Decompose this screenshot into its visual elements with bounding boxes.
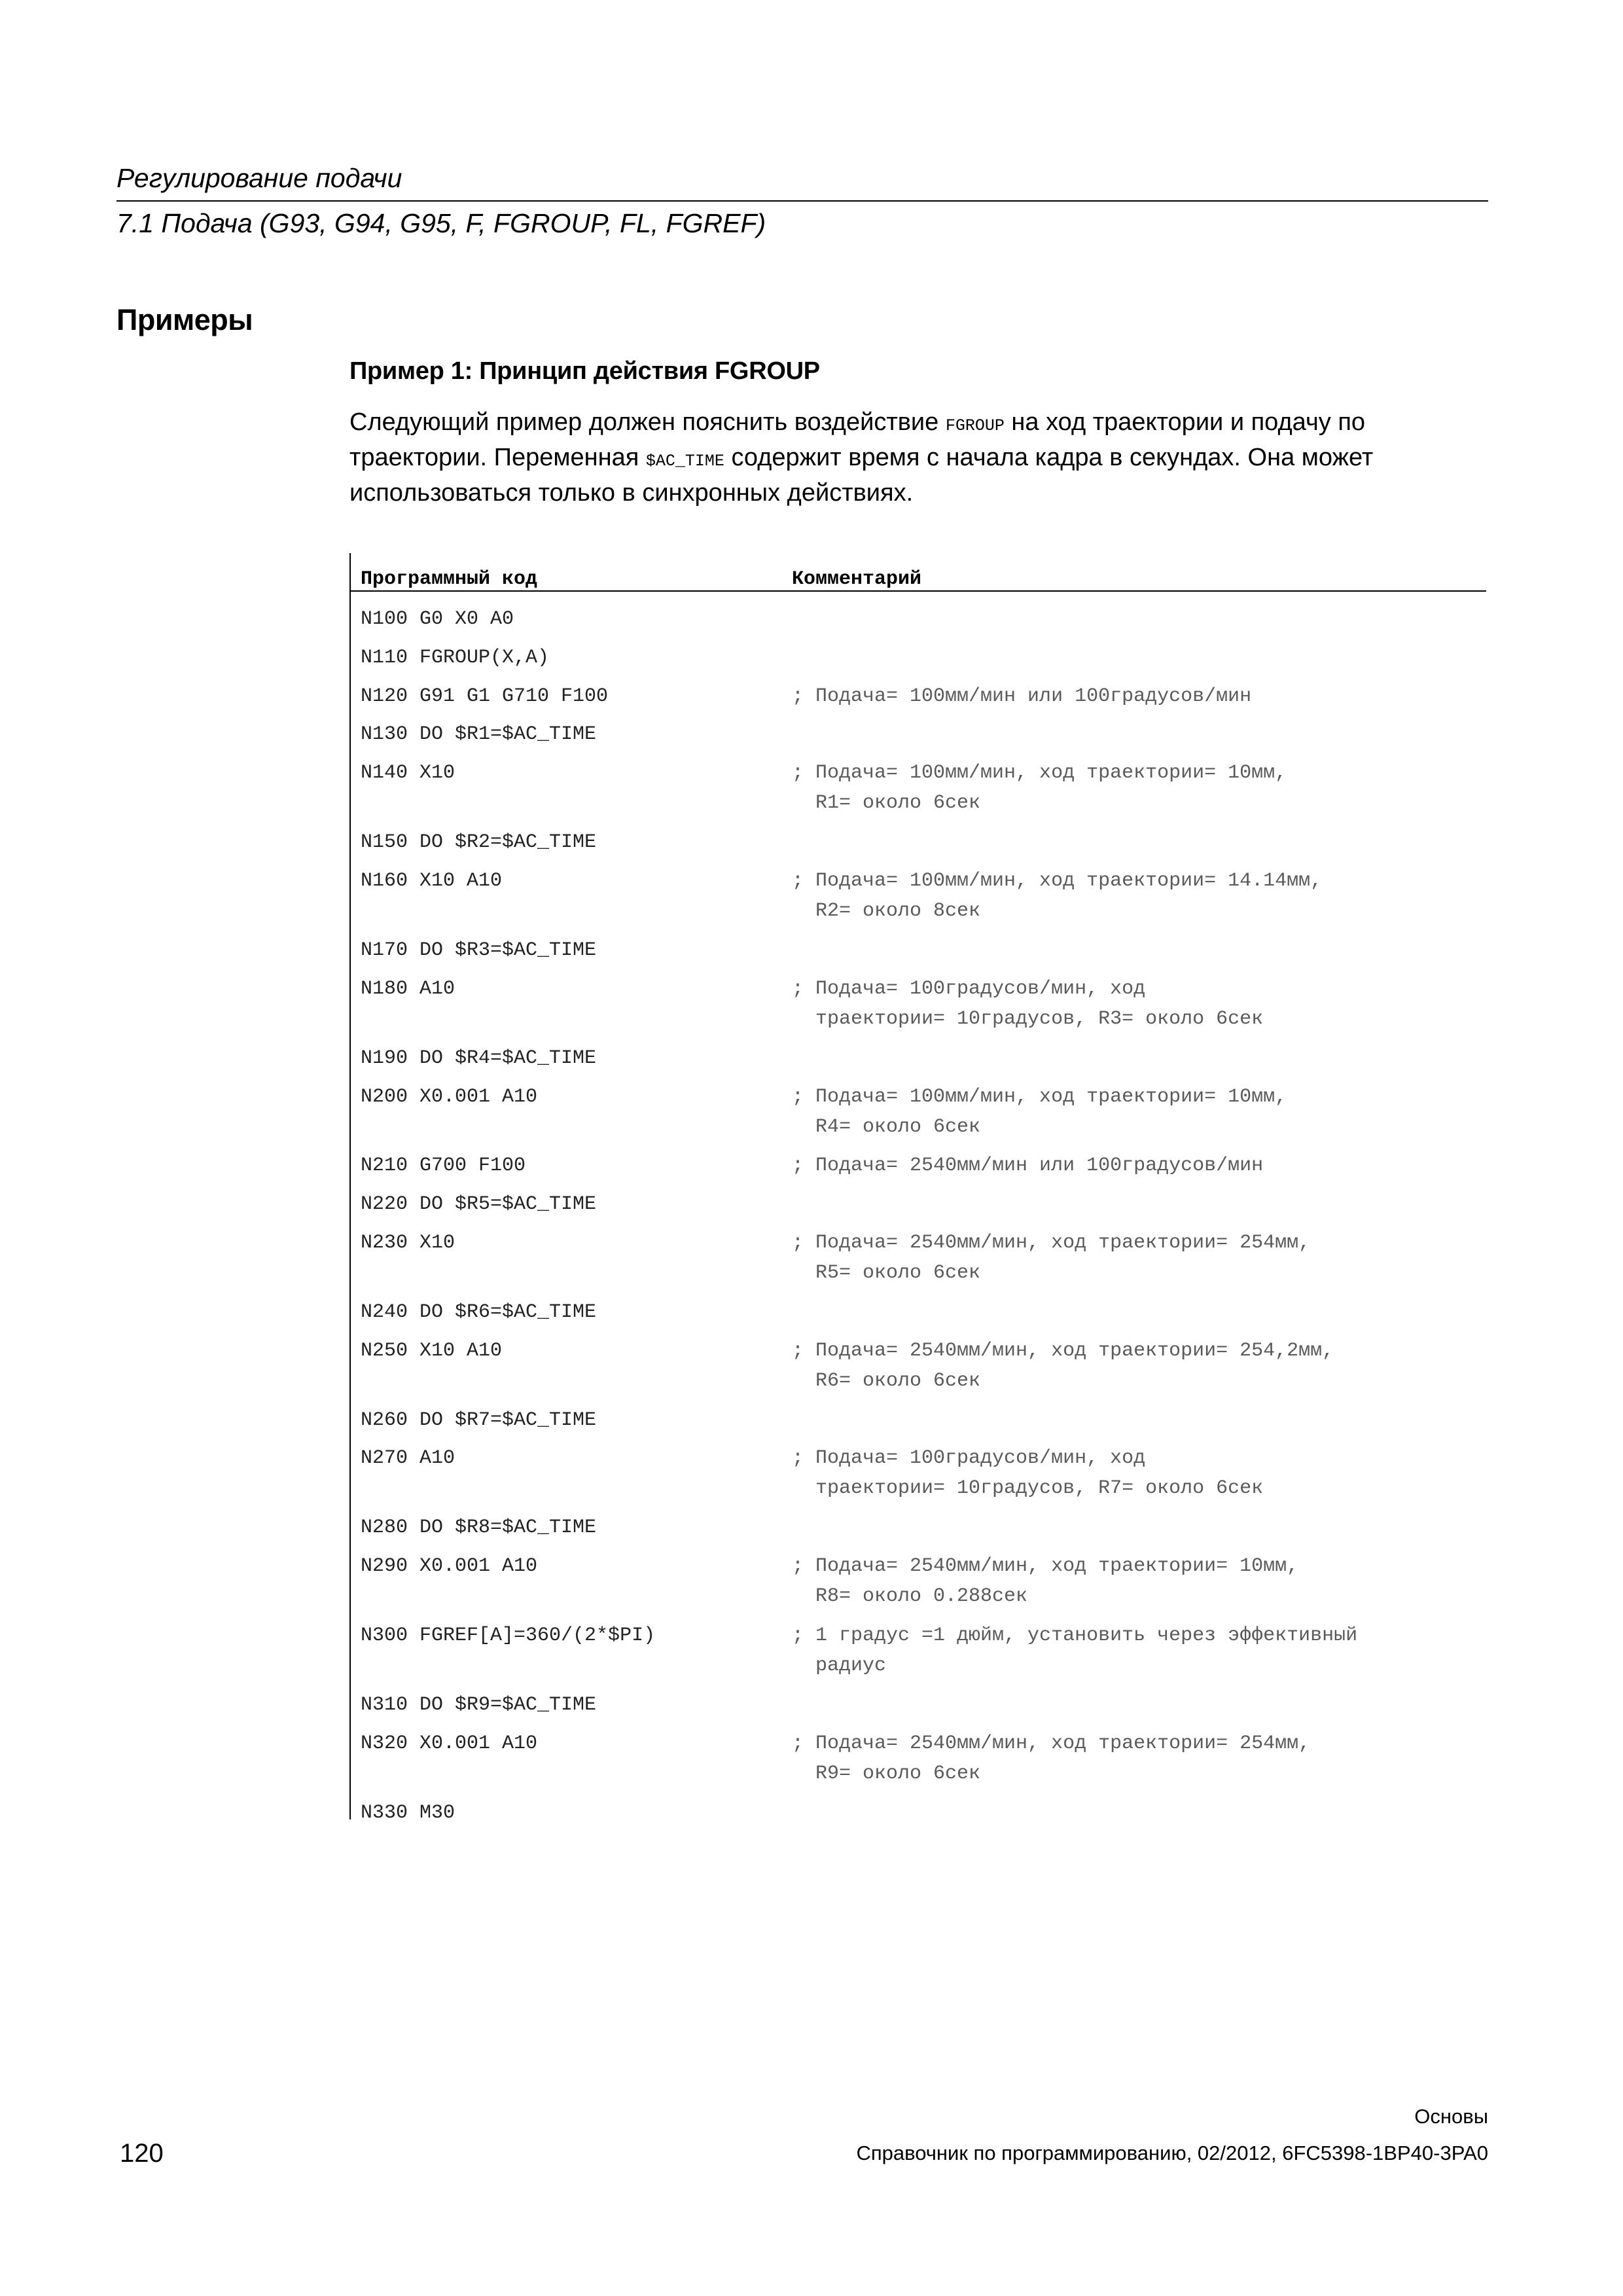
table-row-comment: ; Подача= 2540мм/мин, ход траектории= 254мм, R9= около 6сек bbox=[792, 1732, 1311, 1785]
header-rule bbox=[116, 200, 1488, 202]
example-title: Пример 1: Принцип действия FGROUP bbox=[349, 357, 820, 385]
table-row-comment: ; Подача= 100градусов/мин, ход траектории= 10градусов, R3= около 6сек bbox=[792, 978, 1264, 1030]
table-row-comment: ; Подача= 2540мм/мин, ход траектории= 254,2мм, R6= около 6сек bbox=[792, 1340, 1334, 1392]
intro-code-fgroup: FGROUP bbox=[945, 416, 1005, 435]
table-row-code: N320 X0.001 A10 bbox=[361, 1732, 538, 1755]
table-row-code: N170 DO $R3=$AC_TIME bbox=[361, 939, 597, 961]
table-row-code: N260 DO $R7=$AC_TIME bbox=[361, 1409, 597, 1431]
table-row-code: N210 G700 F100 bbox=[361, 1155, 526, 1177]
page-number: 120 bbox=[120, 2139, 164, 2168]
table-row-code: N290 X0.001 A10 bbox=[361, 1555, 538, 1577]
footer-book-title: Основы bbox=[1414, 2105, 1488, 2128]
table-row-comment: ; Подача= 100мм/мин, ход траектории= 10мм, R4= около 6сек bbox=[792, 1086, 1287, 1138]
table-row-comment: ; 1 градус =1 дюйм, установить через эффективный радиус bbox=[792, 1624, 1358, 1677]
table-row-comment: ; Подача= 2540мм/мин, ход траектории= 254мм, R5= около 6сек bbox=[792, 1232, 1311, 1284]
table-left-border bbox=[349, 553, 351, 1820]
table-row-code: N120 G91 G1 G710 F100 bbox=[361, 685, 609, 708]
table-row-code: N160 X10 A10 bbox=[361, 870, 503, 892]
table-row-code: N220 DO $R5=$AC_TIME bbox=[361, 1193, 597, 1215]
table-row-code: N240 DO $R6=$AC_TIME bbox=[361, 1301, 597, 1323]
table-row-comment: ; Подача= 100градусов/мин, ход траектории= 10градусов, R7= около 6сек bbox=[792, 1447, 1264, 1499]
table-row-code: N230 X10 bbox=[361, 1232, 455, 1254]
table-row-comment: ; Подача= 2540мм/мин, ход траектории= 10мм, R8= около 0.288сек bbox=[792, 1555, 1299, 1607]
table-row-comment: ; Подача= 2540мм/мин или 100градусов/мин bbox=[792, 1155, 1264, 1177]
table-row-code: N150 DO $R2=$AC_TIME bbox=[361, 831, 597, 853]
table-header-code: Программный код bbox=[361, 568, 538, 590]
intro-text-2: на ход траектории и подачу по траектории. Переменная bbox=[349, 408, 1366, 471]
table-row-code: N310 DO $R9=$AC_TIME bbox=[361, 1694, 597, 1716]
table-row-code: N110 FGROUP(X,A) bbox=[361, 647, 550, 669]
table-row-code: N130 DO $R1=$AC_TIME bbox=[361, 723, 597, 745]
running-header-section: 7.1 Подача (G93, G94, G95, F, FGROUP, FL, FGREF) bbox=[116, 208, 766, 238]
table-row-code: N200 X0.001 A10 bbox=[361, 1086, 538, 1108]
section-title: Примеры bbox=[116, 303, 253, 336]
intro-paragraph bbox=[349, 406, 1488, 509]
intro-text-1: Следующий пример должен пояснить воздействие bbox=[349, 408, 946, 436]
intro-code-ac-time: $AC_TIME bbox=[645, 452, 724, 471]
table-row-code: N330 M30 bbox=[361, 1802, 455, 1824]
running-header-chapter: Регулирование подачи bbox=[116, 163, 402, 193]
footer-reference: Справочник по программированию, 02/2012, 6FC5398-1BP40-3PA0 bbox=[856, 2142, 1488, 2164]
table-row-code: N280 DO $R8=$AC_TIME bbox=[361, 1516, 597, 1539]
table-row-comment: ; Подача= 100мм/мин, ход траектории= 14.14мм, R2= около 8сек bbox=[792, 870, 1323, 922]
table-row-code: N140 X10 bbox=[361, 762, 455, 784]
table-row-code: N100 G0 X0 A0 bbox=[361, 608, 514, 630]
table-row-code: N250 X10 A10 bbox=[361, 1340, 503, 1362]
table-row-comment: ; Подача= 100мм/мин или 100градусов/мин bbox=[792, 685, 1252, 708]
table-row-code: N270 A10 bbox=[361, 1447, 455, 1469]
table-row-code: N300 FGREF[A]=360/(2*$PI) bbox=[361, 1624, 656, 1647]
table-row-code: N180 A10 bbox=[361, 978, 455, 1000]
table-row-comment: ; Подача= 100мм/мин, ход траектории= 10мм, R1= около 6сек bbox=[792, 762, 1287, 814]
table-row-code: N190 DO $R4=$AC_TIME bbox=[361, 1047, 597, 1069]
table-header-comment: Комментарий bbox=[792, 568, 922, 590]
intro-text-3: содержит время с начала кадра в секундах. Она может использоваться только в синхронных действиях. bbox=[349, 444, 1374, 507]
